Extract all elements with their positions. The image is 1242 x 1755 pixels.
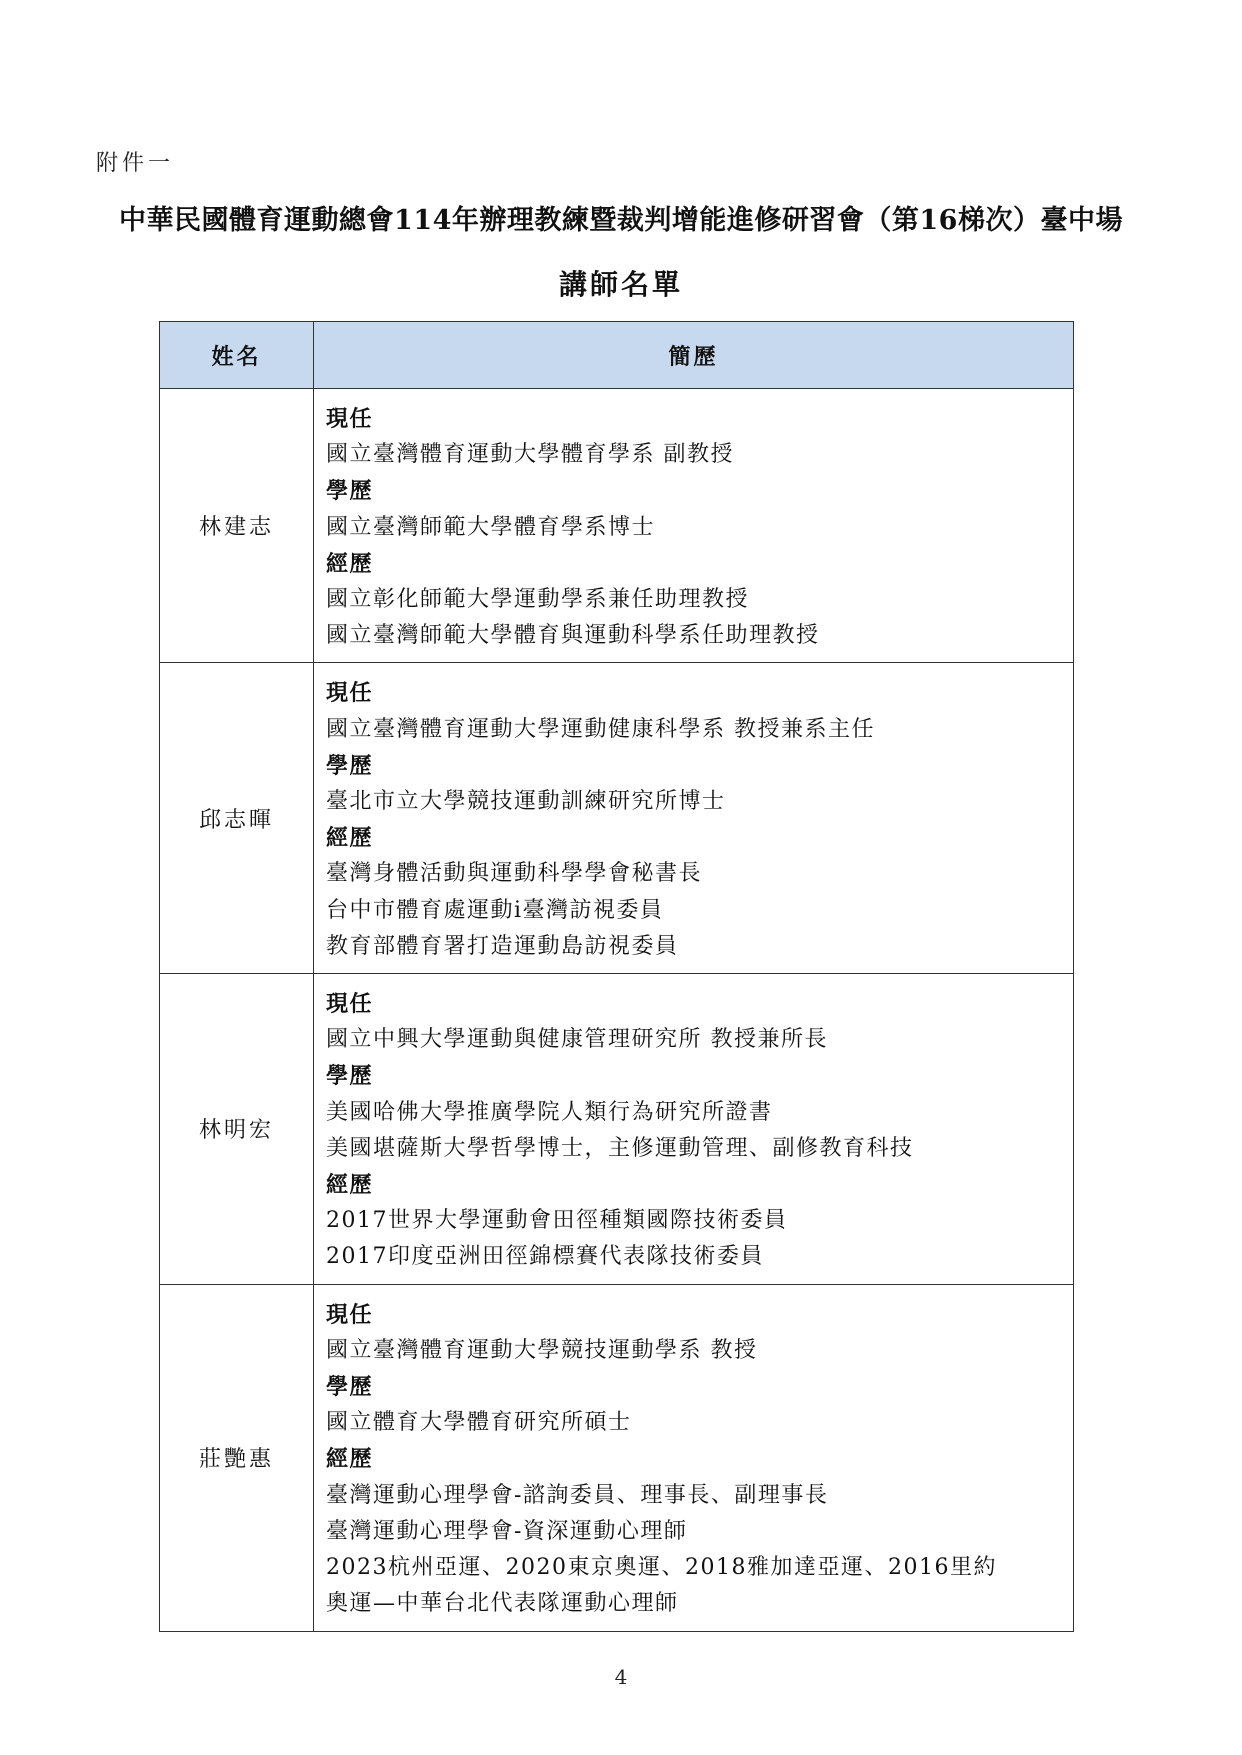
bio-line: 國立臺灣體育運動大學運動健康科學系 教授兼系主任 [326, 716, 875, 742]
bio-section-heading: 經歷 [326, 550, 374, 577]
bio-line: 2017印度亞洲田徑錦標賽代表隊技術委員 [326, 1244, 764, 1270]
lecturer-bio [314, 974, 1074, 1285]
header-bio: 簡歷 [314, 322, 1074, 389]
bio-section-heading: 學歷 [326, 1063, 374, 1090]
bio-line: 國立臺灣師範大學體育學系博士 [326, 514, 656, 540]
table-row [160, 663, 1074, 974]
bio-line: 臺灣身體活動與運動科學學會秘書長 [326, 861, 703, 887]
bio-section-heading: 經歷 [326, 1172, 374, 1199]
bio-line: 台中市體育處運動i臺灣訪視委員 [326, 897, 664, 923]
bio-line: 2017世界大學運動會田徑種類國際技術委員 [326, 1208, 788, 1234]
bio-line: 2023杭州亞運、2020東京奧運、2018雅加達亞運、2016里約 [326, 1555, 997, 1581]
bio-line: 國立臺灣師範大學體育與運動科學系任助理教授 [326, 623, 820, 649]
document-subtitle: 講師名單 [558, 268, 683, 301]
annex-label: 附件一 [96, 151, 175, 176]
bio-line: 國立體育大學體育研究所碩士 [326, 1410, 632, 1436]
table-body [160, 389, 1074, 1632]
bio-line: 臺灣運動心理學會-諮詢委員、理事長、副理事長 [326, 1482, 829, 1508]
table-row [160, 389, 1074, 663]
lecturer-name: 莊艷惠 [160, 1284, 314, 1631]
table-header-row [160, 322, 1074, 389]
lecturer-name: 林建志 [160, 389, 314, 663]
bio-line: 臺灣運動心理學會-資深運動心理師 [326, 1518, 688, 1544]
bio-section-heading: 經歷 [326, 1446, 374, 1473]
bio-section-heading: 現任 [326, 1301, 374, 1328]
bio-section-heading: 學歷 [326, 752, 374, 779]
lecturer-bio [314, 663, 1074, 974]
bio-line: 臺北市立大學競技運動訓練研究所博士 [326, 789, 726, 815]
bio-section-heading: 現任 [326, 991, 374, 1018]
header-name: 姓名 [160, 322, 314, 389]
bio-section-heading: 經歷 [326, 825, 374, 852]
bio-line: 國立臺灣體育運動大學競技運動學系 教授 [326, 1337, 758, 1363]
table-row [160, 1284, 1074, 1631]
bio-section-heading: 學歷 [326, 1374, 374, 1401]
bio-line: 奧運—中華台北代表隊運動心理師 [326, 1591, 679, 1617]
bio-section-heading: 現任 [326, 406, 374, 432]
lecturer-name: 林明宏 [160, 974, 314, 1285]
lecturer-bio [314, 1284, 1074, 1631]
page-number: 4 [614, 1665, 628, 1689]
bio-line: 國立彰化師範大學運動學系兼任助理教授 [326, 587, 750, 613]
bio-line: 美國哈佛大學推廣學院人類行為研究所證書 [326, 1099, 773, 1125]
bio-line: 美國堪薩斯大學哲學博士，主修運動管理、副修教育科技 [326, 1135, 914, 1161]
lecturer-bio [314, 389, 1074, 663]
table-row [160, 974, 1074, 1285]
bio-section-heading: 學歷 [326, 478, 374, 505]
bio-section-heading: 現任 [326, 680, 374, 707]
document-title: 中華民國體育運動總會114年辦理教練暨裁判增能進修研習會（第16梯次）臺中場 [119, 205, 1123, 236]
lecturer-table [159, 321, 1074, 1632]
bio-line: 教育部體育署打造運動島訪視委員 [326, 933, 679, 959]
bio-line: 國立中興大學運動與健康管理研究所 教授兼所長 [326, 1027, 828, 1053]
bio-line: 國立臺灣體育運動大學體育學系 副教授 [326, 442, 734, 468]
lecturer-name: 邱志暉 [160, 663, 314, 974]
